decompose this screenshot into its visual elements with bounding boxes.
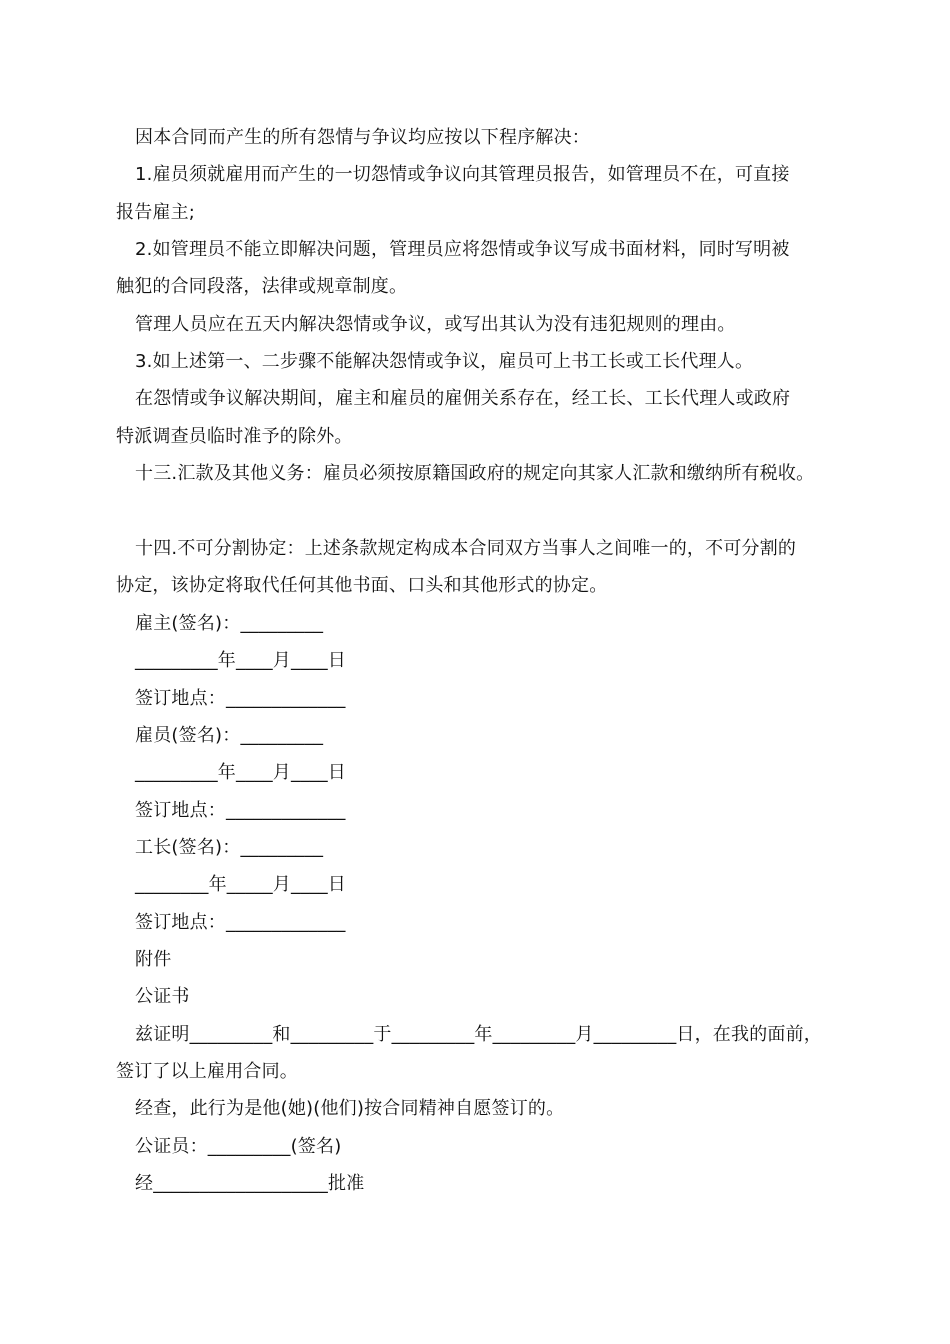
employee-signature-line: 雇员(签名)：_________ xyxy=(135,725,324,746)
employee-place-line: 签订地点：_____________ xyxy=(135,800,346,821)
employer-date-line: _________年____月____日 xyxy=(135,650,346,671)
paragraph-step1-cont: 报告雇主; xyxy=(116,202,196,223)
paragraph-intro: 因本合同而产生的所有怨情与争议均应按以下程序解决： xyxy=(135,127,590,148)
clause-14: 十四.不可分割协定：上述条款规定构成本合同双方当事人之间唯一的，不可分割的 xyxy=(135,538,797,559)
paragraph-relation-cont: 特派调查员临时准予的除外。 xyxy=(116,426,353,447)
paragraph-step2: 2.如管理员不能立即解决问题，管理员应将怨情或争议写成书面材料，同时写明被 xyxy=(135,239,790,260)
paragraph-relation: 在怨情或争议解决期间，雇主和雇员的雇佣关系存在，经工长、工长代理人或政府 xyxy=(135,388,791,409)
paragraph-step1: 1.雇员须就雇用而产生的一切怨情或争议向其管理员报告，如管理员不在，可直接 xyxy=(135,164,790,185)
certificate-verification: 经查，此行为是他(她)(他们)按合同精神自愿签订的。 xyxy=(135,1098,565,1119)
clause-14-cont: 协定，该协定将取代任何其他书面、口头和其他形式的协定。 xyxy=(116,575,608,596)
clause-13: 十三.汇款及其他义务：雇员必须按原籍国政府的规定向其家人汇款和缴纳所有税收。 xyxy=(135,463,815,484)
certificate-statement: 兹证明_________和_________于_________年_________月_________日，在我的面前， xyxy=(135,1024,822,1045)
paragraph-step3: 3.如上述第一、二步骤不能解决怨情或争议，雇员可上书工长或工长代理人。 xyxy=(135,351,754,372)
notary-signature-line: 公证员：_________(签名) xyxy=(135,1136,342,1157)
employee-date-line: _________年____月____日 xyxy=(135,762,346,783)
attachment-heading: 附件 xyxy=(135,949,172,970)
notarial-certificate-title: 公证书 xyxy=(135,986,190,1007)
paragraph-step2-cont: 触犯的合同段落，法律或规章制度。 xyxy=(116,276,408,297)
foreman-date-line: ________年_____月____日 xyxy=(135,874,346,895)
employer-signature-line: 雇主(签名)：_________ xyxy=(135,613,324,634)
employer-place-line: 签订地点：_____________ xyxy=(135,688,346,709)
foreman-place-line: 签订地点：_____________ xyxy=(135,912,346,933)
certificate-statement-cont: 签订了以上雇用合同。 xyxy=(116,1061,298,1082)
paragraph-manager: 管理人员应在五天内解决怨情或争议，或写出其认为没有违犯规则的理由。 xyxy=(135,314,736,335)
foreman-signature-line: 工长(签名)：_________ xyxy=(135,837,324,858)
approval-line: 经___________________批准 xyxy=(135,1173,365,1194)
